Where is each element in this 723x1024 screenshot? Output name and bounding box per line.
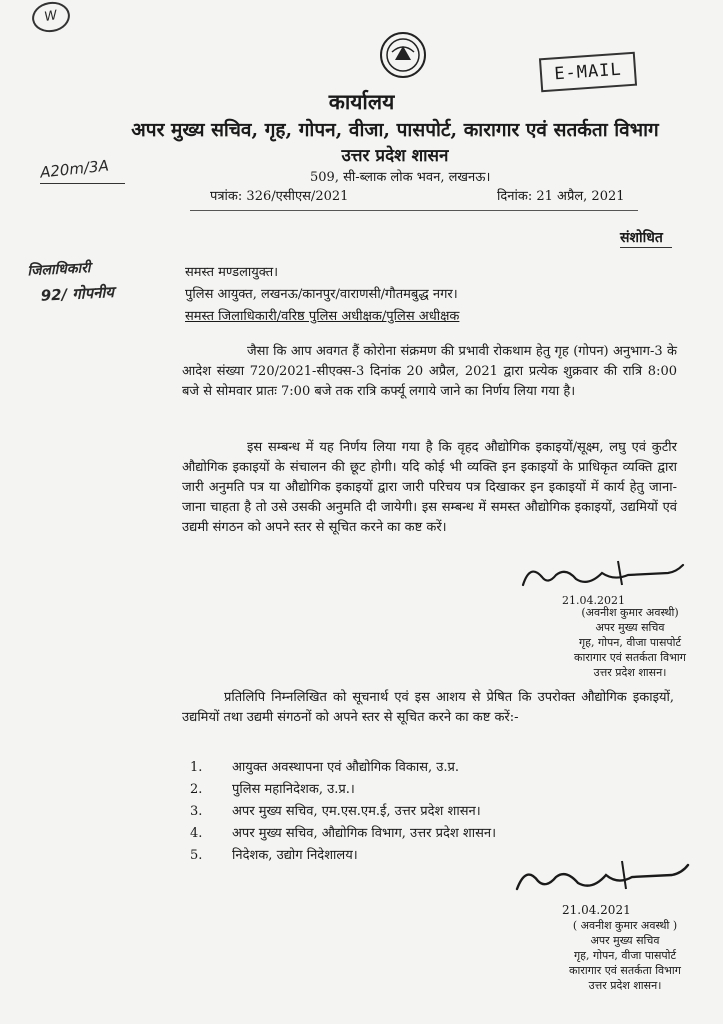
addressee-commissioners: समस्त मण्डलायुक्त।	[185, 265, 279, 280]
letter-number: पत्रांक: 326/एसीएस/2021	[210, 189, 349, 204]
office-address: 509, सी-ब्लाक लोक भवन, लखनऊ।	[310, 170, 491, 185]
signature-2-icon	[512, 855, 692, 897]
email-stamp: E-MAIL	[539, 52, 637, 93]
list-item: 1. आयुक्त अवस्थापना एवं औद्योगिक विकास, उ.प्र.	[190, 760, 460, 775]
corner-circle-mark: W	[30, 0, 73, 35]
margin-note-underline	[40, 183, 125, 184]
signatory-2-dept: गृह, गोपन, वीजा पासपोर्ट	[573, 949, 677, 962]
received-stamp	[27, 255, 159, 307]
government-heading: उत्तर प्रदेश शासन	[341, 146, 449, 166]
signatory-2-govt: उत्तर प्रदेश शासन।	[588, 979, 662, 992]
signature-1-block	[545, 605, 715, 680]
list-item: 4. अपर मुख्य सचिव, औद्योगिक विभाग, उत्तर प्रदेश शासन।	[190, 826, 497, 841]
paragraph-curfew: जैसा कि आप अवगत हैं कोरोना संक्रमण की प्रभावी रोकथाम हेतु गृह (गोपन) अनुभाग-3 के आदेश संख्या 720/2021-सीएक्स-3 दिनांक 20 अप्रैल, 2021 द्वारा प्रत्येक शुक्रवार की रात्रि 8:00 बजे से सोमवार प्रातः 7:00 बजे तक रात्रि कर्फ्यू लगाये जाने का निर्णय लिया गया है।	[182, 344, 677, 399]
signatory-1-govt: उत्तर प्रदेश शासन।	[593, 666, 667, 679]
received-stamp-office: जिलाधिकारी	[27, 260, 91, 280]
signatory-2-designation: अपर मुख्य सचिव	[590, 934, 660, 947]
addressee-district-officers: समस्त जिलाधिकारी/वरिष्ठ पुलिस अधीक्षक/पुलिस अधीक्षक	[185, 309, 460, 324]
signatory-2-name: ( अवनीश कुमार अवस्थी )	[572, 919, 678, 932]
signatory-1-dept: गृह, गोपन, वीजा पासपोर्ट	[578, 636, 682, 649]
list-item: 3. अपर मुख्य सचिव, एम.एस.एम.ई, उत्तर प्रदेश शासन।	[190, 804, 481, 819]
signature-1-icon	[518, 555, 688, 593]
margin-handwritten-note: A20m/3A	[39, 156, 110, 182]
letter-date: दिनांक: 21 अप्रैल, 2021	[497, 189, 625, 204]
revised-underline	[620, 247, 672, 248]
list-item: 5. निदेशक, उद्योग निदेशालय।	[190, 848, 358, 863]
received-stamp-number: 92/ गोपनीय	[40, 282, 115, 305]
paragraph-industrial-exemption: इस सम्बन्ध में यह निर्णय लिया गया है कि वृहद औद्योगिक इकाइयों/सूक्ष्म, लघु एवं कुटीर औद्योगिक इकाइयों के संचालन की छूट होगी। यदि कोई भी व्यक्ति इन इकाइयों के प्राधिकृत व्यक्ति द्वारा जारी अनुमति पत्र या औद्योगिक इकाइयों द्वारा जारी परिचय पत्र दिखाकर इन इकाइयों में कार्य हेतु जाना-जाना चाहता है तो उसे उसकी अनुमति दी जायेगी। इस सम्बन्ध में समस्त औद्योगिक इकाइयों, उद्यमियों एवं उद्यमी संगठन को अपने स्तर से सूचित करने का कष्ट करें।	[182, 440, 677, 535]
addressee-police-commissioners: पुलिस आयुक्त, लखनऊ/कानपुर/वाराणसी/गौतमबुद्ध नगर।	[185, 287, 458, 302]
state-emblem-icon	[378, 30, 428, 80]
copy-intro: प्रतिलिपि निम्नलिखित को सूचनार्थ एवं इस आशय से प्रेषित कि उपरोक्त औद्योगिक इकाइयों, उद्यमियों तथा उद्यमी संगठनों को अपने स्तर से सूचित करने का कष्ट करें:-	[182, 690, 674, 725]
signatory-2-dept-2: कारागार एवं सतर्कता विभाग	[569, 964, 681, 977]
signatory-1-name: (अवनीश कुमार अवस्थी)	[581, 606, 679, 619]
department-heading: अपर मुख्य सचिव, गृह, गोपन, वीजा, पासपोर्ट, कारागार एवं सतर्कता विभाग	[131, 119, 659, 141]
signature-2-block	[535, 918, 715, 993]
signature-2-date: 21.04.2021	[562, 903, 631, 917]
signatory-1-designation: अपर मुख्य सचिव	[595, 621, 665, 634]
copy-recipient-list	[190, 757, 496, 867]
revised-label: संशोधित	[620, 230, 663, 246]
signature-1-date: 21.04.2021	[562, 594, 625, 607]
office-heading: कार्यालय	[328, 89, 395, 114]
list-item: 2. पुलिस महानिदेशक, उ.प्र.।	[190, 782, 355, 797]
signatory-1-dept-2: कारागार एवं सतर्कता विभाग	[574, 651, 686, 664]
addressee-list	[185, 262, 459, 328]
header-rule	[190, 210, 638, 211]
